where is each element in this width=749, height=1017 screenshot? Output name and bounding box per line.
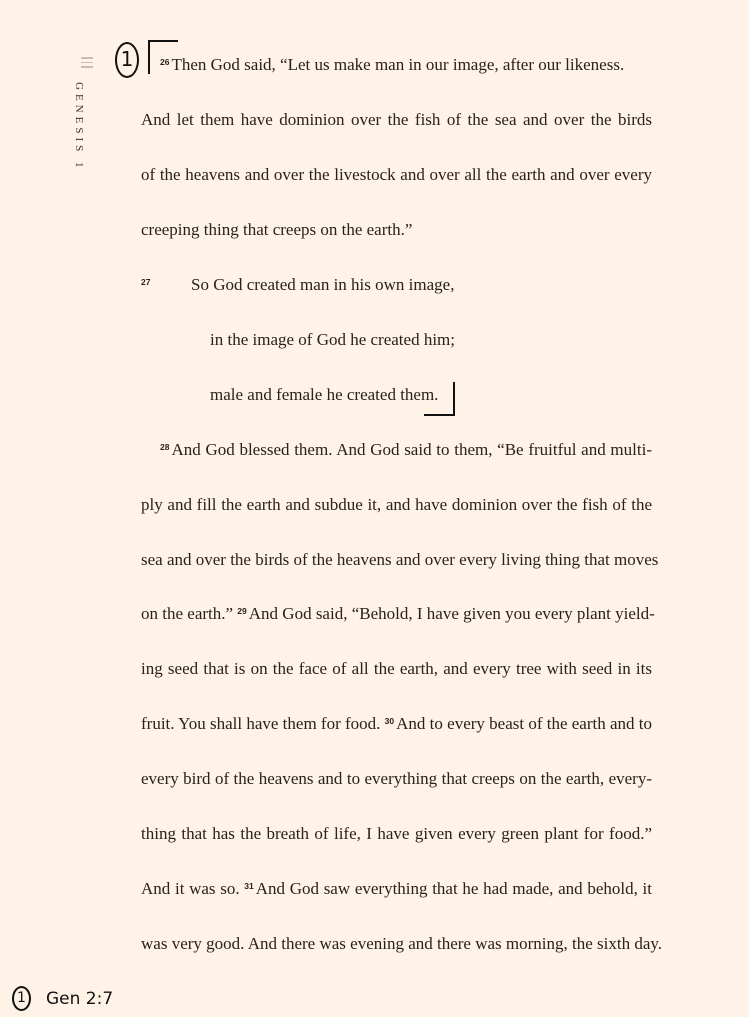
- verse-number: 29: [237, 606, 247, 616]
- prose-line-5: ing seed that is on the face of all the earth, and every tree with seed in its: [141, 659, 652, 678]
- prose-line-7: every bird of the heavens and to everything that creeps on the earth, every-: [141, 769, 652, 788]
- verse-26-line-3: of the heavens and over the livestock and over all the earth and over every: [141, 165, 652, 184]
- annotation-reference[interactable]: [12, 986, 113, 1011]
- verse-number: 27: [141, 277, 151, 287]
- verse-27-line-3: male and female he created them.: [210, 385, 439, 404]
- annotation-marker[interactable]: [115, 42, 139, 78]
- prose-line-6: fruit. You shall have them for food. $^{30}$ And to every beast of the earth and to: [141, 714, 653, 733]
- prose-line-9: And it was so. $^{31}$ And God saw everything that he had made, and behold, it: [141, 879, 652, 898]
- prose-line-10: was very good. And there was evening and there was morning, the sixth day.: [141, 934, 663, 953]
- menu-icon[interactable]: [81, 57, 93, 71]
- prose-line-3: sea and over the birds of the heavens and over every living thing that moves: [141, 550, 659, 569]
- annotation-reference-marker: 1: [12, 986, 31, 1011]
- verse-26-line-1: $^{26}$ Then God said, “Let us make man in our image, after our likeness.: [160, 55, 625, 74]
- annotation-marker-number: 1: [120, 47, 134, 71]
- verse-26-line-4: creeping thing that creeps on the earth.”: [141, 220, 413, 239]
- book-title: GENESIS 1: [73, 82, 85, 172]
- prose-line-2: ply and fill the earth and subdue it, and have dominion over the fish of the: [141, 495, 652, 514]
- annotation-reference-label: Gen 2:7: [46, 988, 114, 1009]
- verse-number: 26: [160, 57, 170, 67]
- prose-line-8: thing that has the breath of life, I have given every green plant for food.”: [141, 824, 652, 843]
- verse-number: 30: [384, 716, 395, 726]
- verse-number: 28: [160, 442, 170, 452]
- verse-26-line-2: And let them have dominion over the fish of the sea and over the birds: [141, 110, 652, 129]
- verse-number: 31: [244, 881, 254, 891]
- prose-line-4: on the earth.” $^{29}$ And God said, “Behold, I have given you every plant yield-: [141, 604, 655, 623]
- verse-27-line-1: So God created man in his own image,: [191, 275, 455, 294]
- verse-27-line-2: in the image of God he created him;: [210, 330, 455, 349]
- prose-line-1: $^{28}$ And God blessed them. And God said to them, “Be fruitful and multi-: [160, 440, 652, 459]
